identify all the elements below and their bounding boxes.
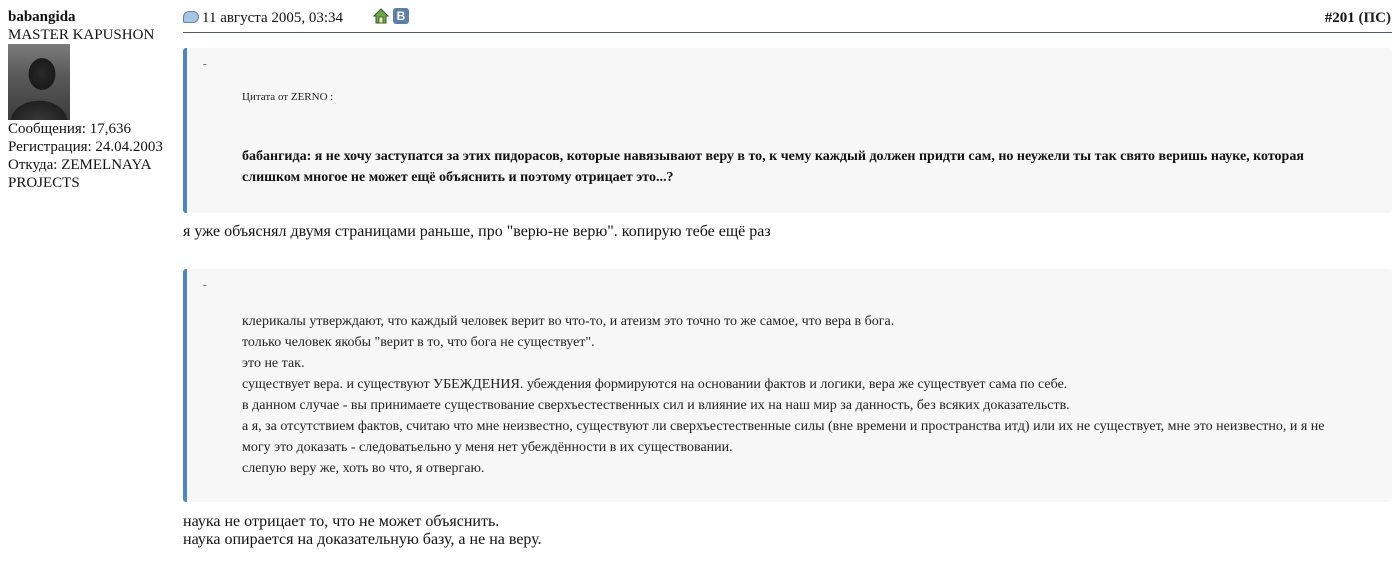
user-panel bbox=[8, 8, 180, 192]
post-text-line: наука опирается на доказательную базу, а не на веру. bbox=[183, 531, 542, 548]
post-number-area bbox=[1325, 8, 1391, 28]
avatar[interactable] bbox=[8, 44, 70, 120]
quote-line: существует вера. и существуют УБЕЖДЕНИЯ. убеждения формируются на основании фактов и логики, вера же существует сама по себе. bbox=[242, 377, 1068, 392]
quote-line: клерикалы утверждают, что каждый человек верит во что-то, и атеизм это точно то же самое, что вера в бога. bbox=[242, 314, 895, 329]
quote-block bbox=[183, 269, 1392, 502]
post-tag: (ПС) bbox=[1358, 10, 1391, 26]
post-date: 11 августа 2005, 03:34 bbox=[202, 10, 344, 26]
post-text-line: наука не отрицает то, что не может объяснить. bbox=[183, 513, 500, 530]
user-posts-count: Сообщения: 17,636 bbox=[8, 121, 131, 137]
quote-line: слепую веру же, хоть во что, я отвергаю. bbox=[242, 461, 485, 476]
quote-text: бабангида: я не хочу заступатся за этих пидорасов, которые навязывают веру в то, к чему каждый должен придти сам, но неужели ты так свято веришь науке, которая слишком многое не может ещё объяснить и поэтому отрицает это...? bbox=[242, 149, 1304, 185]
username-link[interactable]: babangida bbox=[8, 9, 76, 25]
quote-line: в данном случае - вы принимаете существование сверхъестественных сил и влияние их на наш мир за данность, без всяких доказательств. bbox=[242, 398, 1070, 413]
quote-line: а я, за отсутствием фактов, считаю что мне неизвестно, существуют ли сверхъестественные силы (вне времени и пространства итд) или их не существует, мне это неизвестно, и я не могу это доказать - следоватьельно у меня нет убеждённости в их существовании. bbox=[242, 419, 1325, 455]
quote-block bbox=[183, 48, 1392, 213]
vk-icon[interactable]: В bbox=[393, 8, 409, 24]
user-location-cont: PROJECTS bbox=[8, 175, 80, 191]
post-number-link[interactable]: #201 bbox=[1324, 10, 1355, 26]
user-title: MASTER KAPUSHON bbox=[8, 27, 155, 43]
post-header bbox=[183, 8, 1392, 33]
post-text bbox=[183, 513, 542, 549]
quote-author: Цитата от ZERNO : bbox=[242, 91, 334, 103]
quote-line: только человек якобы "верит в то, что бога не существует". bbox=[242, 335, 595, 350]
quote-text bbox=[242, 311, 1342, 479]
quote-line: это не так. bbox=[242, 356, 305, 371]
home-icon[interactable] bbox=[373, 8, 389, 24]
post-text: я уже объяснял двумя страницами раньше, про "верю-не верю". копирую тебе ещё раз bbox=[183, 223, 771, 240]
post-icon bbox=[183, 11, 199, 23]
user-location: Откуда: ZEMELNAYA bbox=[8, 157, 152, 173]
quote-dash: - bbox=[203, 279, 207, 291]
user-registration-date: Регистрация: 24.04.2003 bbox=[8, 139, 163, 155]
quote-dash: - bbox=[203, 58, 207, 70]
